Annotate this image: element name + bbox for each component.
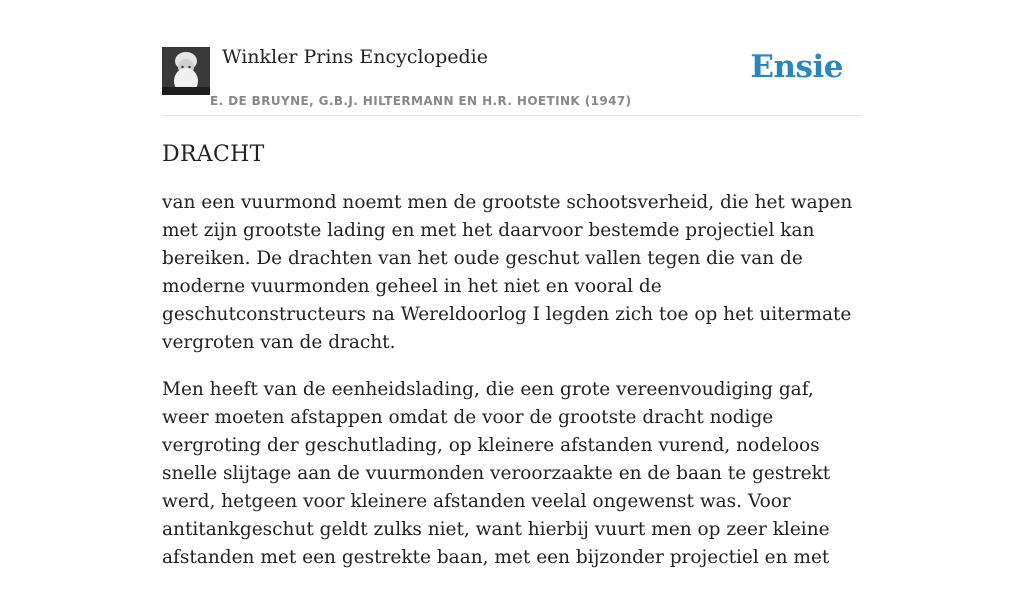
book-title[interactable]: Winkler Prins Encyclopedie — [222, 46, 488, 68]
article-title: DRACHT — [162, 142, 265, 167]
author-portrait-icon[interactable] — [162, 47, 210, 95]
ensie-logo[interactable]: Ensie — [750, 49, 843, 85]
article-body — [162, 189, 862, 572]
authors-line: E. DE BRUYNE, G.B.J. HILTERMANN EN H.R. HOETINK (1947) — [210, 94, 632, 108]
paragraph: Men heeft van de eenheidslading, die een grote vereenvoudiging gaf, weer moeten afstappen omdat de voor de grootste dracht nodige vergroting der geschutlading, op kleinere afstanden vurend, nodeloos snelle slijtage aan de vuurmonden veroorzaakte en de baan te gestrekt werd, hetgeen voor kleinere afstanden veelal ongewenst was. Voor antitankgeschut geldt zulks niet, want hierbij vuurt men op zeer kleine afstanden met een gestrekte baan, met een bijzonder projectiel en met — [162, 379, 831, 568]
article-container — [162, 0, 862, 591]
paragraph: van een vuurmond noemt men de grootste schootsverheid, die het wapen met zijn grootste lading en met het daarvoor bestemde projectiel kan bereiken. De drachten van het oude geschut vallen tegen die van de moderne vuurmonden geheel in het niet en vooral de geschutconstructeurs na Wereldoorlog I legden zich toe op het uitermate vergroten van de dracht. — [162, 192, 853, 353]
header — [162, 0, 862, 116]
